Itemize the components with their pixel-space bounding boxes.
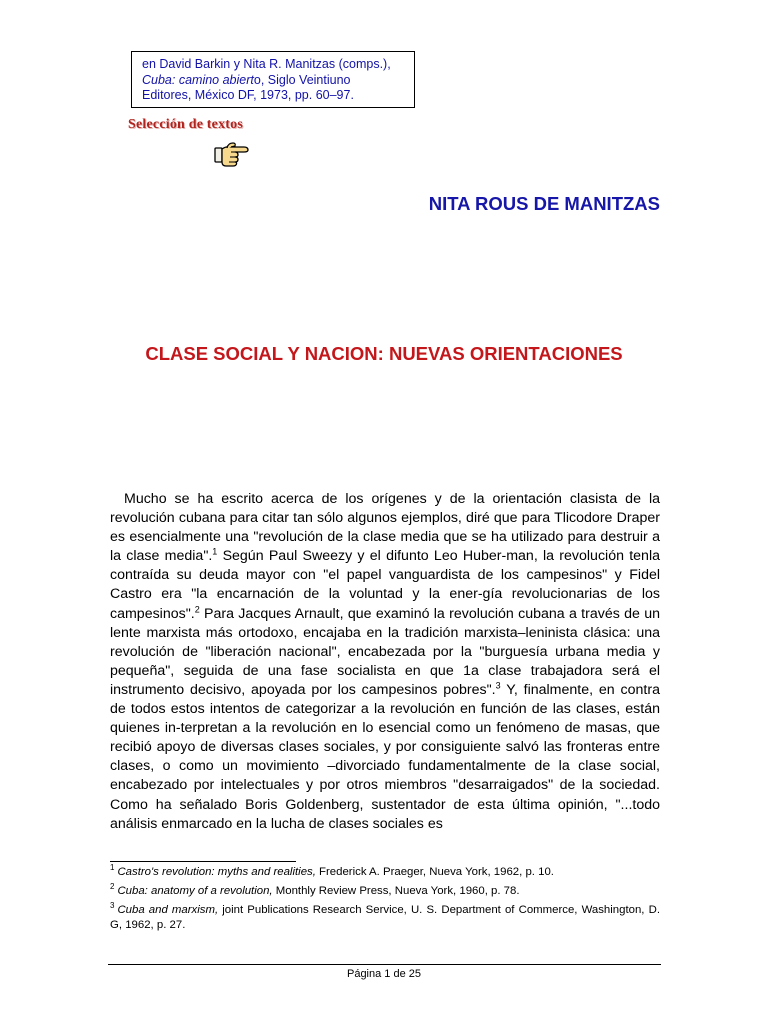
source-citation-box bbox=[131, 51, 415, 108]
footnotes bbox=[110, 865, 660, 937]
footnote-number: 3 bbox=[110, 901, 115, 911]
footnote-detail: joint Publications Research Service, U. S. Department of Commerce, Washington, D. G, 1962, p. 27. bbox=[110, 904, 660, 931]
footnote-divider bbox=[110, 861, 296, 862]
footnote-detail: Monthly Review Press, Nueva York, 1960, p. 78. bbox=[272, 885, 520, 897]
article-title: CLASE SOCIAL Y NACION: NUEVAS ORIENTACIONES bbox=[145, 343, 623, 364]
footnote-ref[interactable]: 2 bbox=[194, 603, 200, 614]
text-segment: Y, finalmente, en contra de todos estos intentos de categorizar a la revolución en función de las clases, están quienes in-terpretan a la revolución en lo esencial como un fenómeno de masas, que recibió apoyo de diversas clases sociales, y por consiguiente salvó las fronteras entre clases, o como un movimiento –divorciado fundamentalmente de la clase social, encabezado por intelectuales y por otros miembros "desarraigados" de la sociedad. Como ha señalado Boris Goldenberg, sustentador de esta última opinión, "...todo análisis enmarcado en la lucha de clases sociales es bbox=[110, 681, 660, 832]
citation-line-2 bbox=[142, 73, 414, 89]
footnote-item bbox=[110, 884, 660, 899]
footnote-item bbox=[110, 903, 660, 933]
paragraph-1 bbox=[110, 490, 660, 834]
footnote-detail: Frederick A. Praeger, Nueva York, 1962, p. 10. bbox=[315, 866, 554, 878]
footnote-number: 2 bbox=[110, 882, 115, 892]
selection-de-textos-link[interactable]: Selección de textos bbox=[128, 117, 243, 132]
footnote-title: Cuba: anatomy of a revolution, bbox=[117, 885, 273, 897]
footnote-item bbox=[110, 865, 660, 880]
footnote-title: Castro's revolution: myths and realities, bbox=[117, 866, 316, 878]
text-segment: Mucho se ha escrito acerca de los orígenes y de la orientación clasista de la revolución cubana para citar tan sólo algunos ejemplos, diré que para Tlicodore Draper es esencialmente una "revolución de la clase media que se ha utilizado para destruir a la clase media". bbox=[110, 491, 660, 565]
body-paragraph bbox=[110, 490, 660, 834]
text-segment: Según Paul Sweezy y el difunto Leo Huber-man, la revolución tenla contraída su deuda mayor con "el papel vanguardista de los campesinos" y Fidel Castro era "la encarnación de la voluntad y la ener-gía revolucionarias de los campesinos". bbox=[110, 548, 660, 622]
page-number: Página 1 de 25 bbox=[346, 968, 421, 980]
footnote-title: Cuba and marxism, bbox=[117, 904, 219, 916]
pointing-hand-icon[interactable] bbox=[214, 139, 250, 167]
footnote-number: 1 bbox=[110, 863, 115, 873]
book-title[interactable]: Cuba: camino abiert bbox=[142, 72, 254, 87]
footnote-ref[interactable]: 1 bbox=[212, 546, 218, 557]
footnote-ref[interactable]: 3 bbox=[495, 680, 501, 691]
citation-line-3: Editores, México DF, 1973, pp. 60–97. bbox=[142, 88, 354, 102]
publisher: o, Siglo Veintiuno bbox=[253, 72, 351, 87]
citation-line-1: en David Barkin y Nita R. Manitzas (comps.), bbox=[142, 57, 391, 71]
text-segment: Para Jacques Arnault, que examinó la revolución cubana a través de un lente marxista más ortodoxo, encajaba en la tradición marxista–leninista clásica: una revolución de "liberación nacional", encabezada por la "burguesía urbana media y pequeña", seguida de una fase socialista en que 1a clase trabajadora será el instrumento decisivo, apoyada por los campesinos pobres". bbox=[110, 605, 660, 698]
author-name: NITA ROUS DE MANITZAS bbox=[428, 193, 660, 214]
page-footer-divider bbox=[108, 964, 661, 965]
